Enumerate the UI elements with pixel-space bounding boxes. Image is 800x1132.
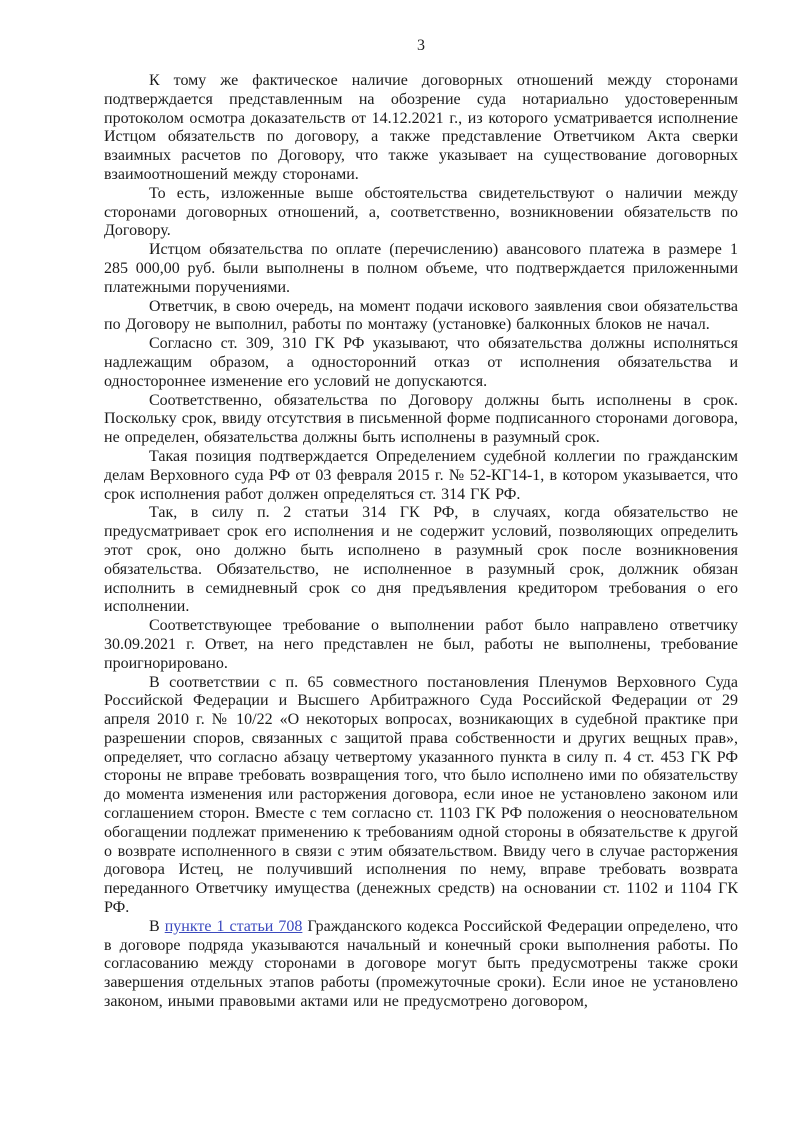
paragraph-9 bbox=[104, 617, 738, 673]
paragraph-text: Соответственно, обязательства по Договору должны быть исполнены в срок. Поскольку срок, ввиду отсутствия в письменной форме подписанного сторонами договора, не определен, обязательства должны быть исполнены в разумный срок. bbox=[104, 391, 738, 447]
paragraph-5 bbox=[104, 335, 738, 391]
paragraph-text: Так, в силу п. 2 статьи 314 ГК РФ, в случаях, когда обязательство не предусматривает срок его исполнения и не содержит условий, позволяющих определить этот срок, оно должно быть исполнено в разумный срок после возникновения обязательства. Обязательство, не исполненное в разумный срок, должник обязан исполнить в семидневный срок со дня предъявления кредитором требования о его исполнении. bbox=[104, 504, 738, 616]
document-body bbox=[104, 72, 738, 1012]
paragraph-text: В соответствии с п. 65 совместного постановления Пленумов Верховного Суда Российской Федерации и Высшего Арбитражного Суда Российской Федерации от 29 апреля 2010 г. № 10/22 «О некоторых вопросах, возникающих в судебной практике при разрешении споров, связанных с защитой права собственности и других вещных прав», определяет, что согласно абзацу четвертому указанного пункта в силу п. 4 ст. 453 ГК РФ стороны не вправе требовать возвращения того, что было исполнено ими по обязательству до момента изменения или расторжения договора, если иное не установлено законом или соглашением сторон. Вместе с тем согласно ст. 1103 ГК РФ положения о неосновательном обогащении подлежат применению к требованиям одной стороны в обязательстве к другой о возврате исполненного в связи с этим обязательством. Ввиду чего в случае расторжения договора Истец, не получивший исполнения по нему, вправе требовать возврата переданного Ответчику имущества (денежных средств) на основании ст. 1102 и 1104 ГК РФ. bbox=[104, 673, 738, 917]
paragraph-text: В bbox=[149, 917, 165, 935]
paragraph-4 bbox=[104, 298, 738, 336]
paragraph-11 bbox=[104, 918, 738, 1012]
paragraph-text: Соответствующее требование о выполнении работ было направлено ответчику 30.09.2021 г. Ответ, на него представлен не был, работы не выполнены, требование проигнорировано. bbox=[104, 617, 738, 672]
paragraph-2 bbox=[104, 185, 738, 241]
paragraph-text: Такая позиция подтверждается Определением судебной коллегии по гражданским делам Верховного суда РФ от 03 февраля 2015 г. № 52-КГ14-1, в котором указывается, что срок исполнения работ должен определяться ст. 314 ГК РФ. bbox=[104, 447, 738, 503]
paragraph-1 bbox=[104, 72, 738, 185]
paragraph-text: Ответчик, в свою очередь, на момент подачи искового заявления свои обязательства по Договору не выполнил, работы по монтажу (установке) балконных блоков не начал. bbox=[104, 297, 738, 334]
paragraph-7 bbox=[104, 448, 738, 504]
paragraph-3 bbox=[104, 241, 738, 297]
paragraph-6 bbox=[104, 392, 738, 448]
paragraph-text: К тому же фактическое наличие договорных отношений между сторонами подтверждается представленным на обозрение суда нотариально удостоверенным протоколом осмотра доказательств от 14.12.2021 г., из которого усматривается исполнение Истцом обязательств по договору, а также представление Ответчиком Акта сверки взаимных расчетов по Договору, что также указывает на существование договорных взаимоотношений между сторонами. bbox=[104, 72, 738, 183]
paragraph-text: Гражданского кодекса Российской Федерации определено, что в договоре подряда указываются начальный и конечный сроки выполнения работы. По согласованию между сторонами в договоре могут быть предусмотрены также сроки завершения отдельных этапов работы (промежуточные сроки). Если иное не установлено законом, иными правовыми актами или не предусмотрено договором, bbox=[104, 917, 739, 1011]
paragraph-text: Согласно ст. 309, 310 ГК РФ указывают, что обязательства должны исполняться надлежащим образом, а односторонний отказ от исполнения обязательства и одностороннее изменение его условий не допускаются. bbox=[104, 335, 738, 390]
page-number: 3 bbox=[417, 37, 425, 54]
paragraph-text: Истцом обязательства по оплате (перечислению) авансового платежа в размере 1 285 000,00 руб. были выполнены в полном объеме, что подтверждается приложенными платежными поручениями. bbox=[104, 241, 738, 296]
paragraph-8 bbox=[104, 504, 738, 617]
paragraph-10 bbox=[104, 674, 738, 918]
statute-hyperlink[interactable]: пункте 1 статьи 708 bbox=[164, 917, 303, 935]
paragraph-text: То есть, изложенные выше обстоятельства свидетельствуют о наличии между сторонами договорных отношений, а, соответственно, возникновении обязательств по Договору. bbox=[104, 184, 738, 240]
